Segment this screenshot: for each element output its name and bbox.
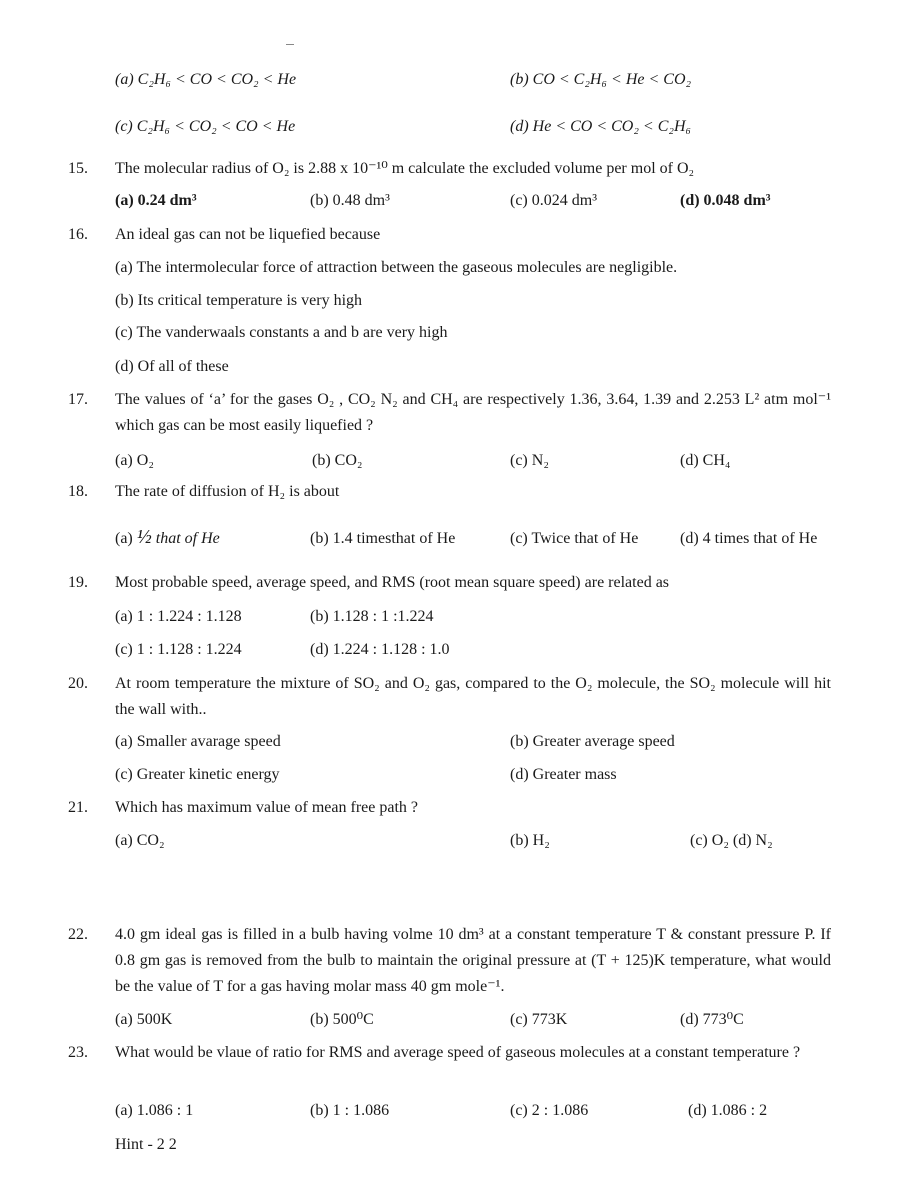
top-scan-mark	[286, 40, 294, 45]
q19-option-b: (b) 1.128 : 1 :1.224	[310, 608, 434, 625]
q14-option-a: (a) C₂H₆ < CO < CO₂ < He	[115, 71, 297, 88]
q23-option-d: (d) 1.086 : 2	[688, 1102, 768, 1119]
question-number: 20.	[68, 675, 88, 692]
question-number: 16.	[68, 226, 88, 243]
question-number: 21.	[68, 799, 88, 816]
q23-text: What would be vlaue of ratio for RMS and average speed of gaseous molecules at a constant temperature ?	[115, 1044, 801, 1061]
q17-option-a: (a) O₂	[115, 452, 154, 469]
q14-option-c: (c) C₂H₆ < CO₂ < CO < He	[115, 118, 296, 135]
fraction-half: ½	[136, 526, 152, 548]
q22-option-a: (a) 500K	[115, 1011, 173, 1028]
q22-option-d: (d) 773⁰C	[680, 1011, 744, 1028]
q16-option-d: (d) Of all of these	[115, 358, 229, 375]
question-number: 23.	[68, 1044, 88, 1061]
q20-option-b: (b) Greater average speed	[510, 733, 675, 750]
q20-option-d: (d) Greater mass	[510, 766, 617, 783]
q19-option-d: (d) 1.224 : 1.128 : 1.0	[310, 641, 450, 658]
q16-option-b: (b) Its critical temperature is very high	[115, 292, 363, 309]
q14-option-d: (d) He < CO < CO₂ < C₂H₆	[510, 118, 692, 135]
question-number: 15.	[68, 160, 88, 177]
q20-option-a: (a) Smaller avarage speed	[115, 733, 281, 750]
q22-option-b: (b) 500⁰C	[310, 1011, 374, 1028]
q14-option-b: (b) CO < C₂H₆ < He < CO₂	[510, 71, 692, 88]
q21-option-b: (b) H₂	[510, 832, 550, 849]
q15-option-c: (c) 0.024 dm³	[510, 192, 597, 209]
question-number: 18.	[68, 483, 88, 500]
page-footer: Hint - 2 2	[115, 1136, 177, 1153]
q16-option-a: (a) The intermolecular force of attraction between the gaseous molecules are negligible.	[115, 259, 678, 276]
option-text: that of He	[155, 530, 220, 547]
q19-option-a: (a) 1 : 1.224 : 1.128	[115, 608, 242, 625]
question-text: An ideal gas can not be liquefied because	[115, 226, 381, 243]
q15-option-d: (d) 0.048 dm³	[680, 192, 771, 209]
q18-option-d: (d) 4 times that of He	[680, 530, 818, 547]
q23-option-c: (c) 2 : 1.086	[510, 1102, 589, 1119]
q15-option-b: (b) 0.48 dm³	[310, 192, 390, 209]
q20-option-c: (c) Greater kinetic energy	[115, 766, 280, 783]
q17-option-b: (b) CO₂	[312, 452, 363, 469]
q17-text: The values of ‘a’ for the gases O₂ , CO₂ N₂ and CH₄ are respectively 1.36, 3.64, 1.39 and 2.253 L² atm mol⁻¹ which gas can be most easily liquefied ?	[115, 391, 831, 434]
q17-option-d: (d) CH₄	[680, 452, 731, 469]
q15-option-a: (a) 0.24 dm³	[115, 192, 197, 209]
q17-option-c: (c) N₂	[510, 452, 549, 469]
question-text: The rate of diffusion of H₂ is about	[115, 483, 340, 500]
q21-option-a: (a) CO₂	[115, 832, 165, 849]
question-number: 19.	[68, 574, 88, 591]
q20-text: At room temperature the mixture of SO₂ and O₂ gas, compared to the O₂ molecule, the SO₂ molecule will hit the wall with..	[115, 675, 831, 718]
q18-option-a	[115, 526, 220, 550]
q23-option-a: (a) 1.086 : 1	[115, 1102, 194, 1119]
q19-option-c: (c) 1 : 1.128 : 1.224	[115, 641, 242, 658]
q18-option-c: (c) Twice that of He	[510, 530, 639, 547]
q21-option-c-d: (c) O₂ (d) N₂	[690, 832, 773, 849]
q16-option-c: (c) The vanderwaals constants a and b are very high	[115, 324, 448, 341]
option-label: (a)	[115, 530, 133, 547]
q18-option-b: (b) 1.4 timesthat of He	[310, 530, 456, 547]
q23-option-b: (b) 1 : 1.086	[310, 1102, 390, 1119]
question-text: Which has maximum value of mean free path ?	[115, 799, 418, 816]
question-number: 22.	[68, 926, 88, 943]
question-text: The molecular radius of O₂ is 2.88 x 10⁻¹⁰ m calculate the excluded volume per mol of O₂	[115, 160, 695, 177]
q22-option-c: (c) 773K	[510, 1011, 568, 1028]
question-number: 17.	[68, 391, 88, 408]
question-text: Most probable speed, average speed, and RMS (root mean square speed) are related as	[115, 574, 670, 591]
q22-text: 4.0 gm ideal gas is filled in a bulb having volme 10 dm³ at a constant temperature T & constant pressure P. If 0.8 gm gas is removed from the bulb to maintain the original pressure at (T + 125)K temperature, what would be the value of T for a gas having molar mass 40 gm mole⁻¹.	[115, 926, 831, 995]
